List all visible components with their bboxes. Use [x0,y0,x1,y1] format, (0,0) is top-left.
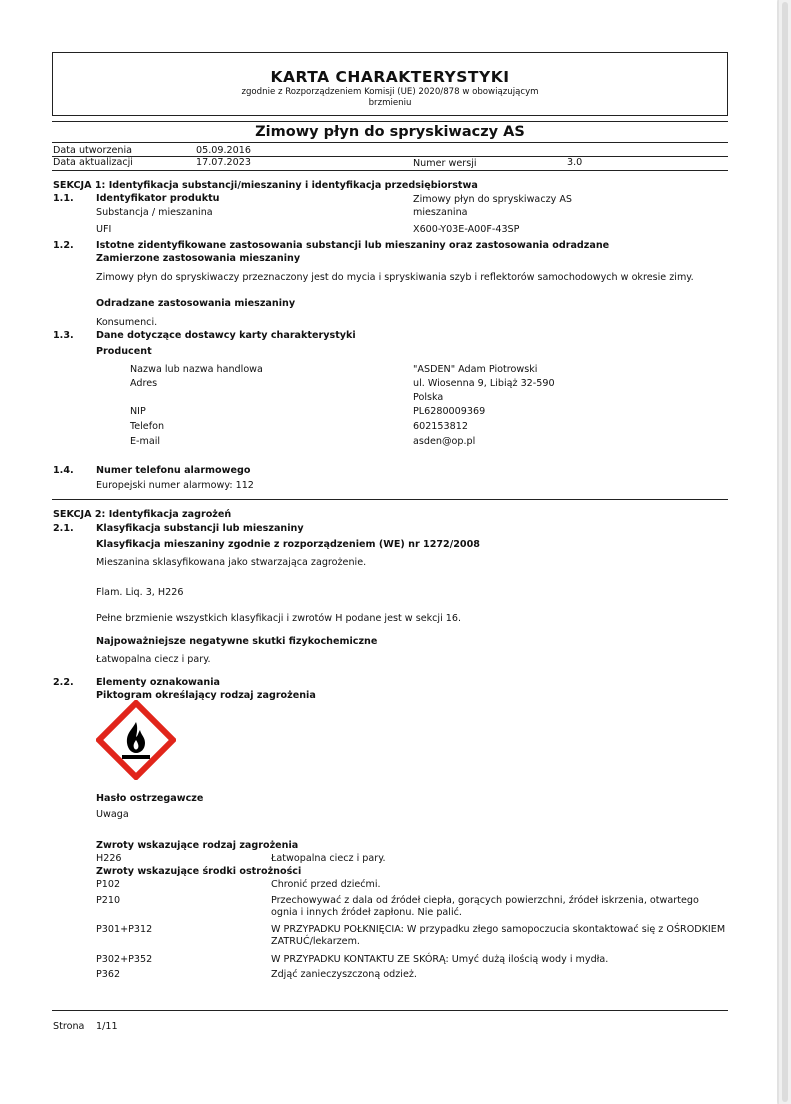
product-name: Zimowy płyn do spryskiwaczy AS [52,121,728,143]
document-subtitle-line2: brzmieniu [368,98,412,108]
scrollbar-thumb[interactable] [782,2,788,1102]
substance-label: Substancja / mieszanina [96,207,213,218]
p362-code: P362 [96,969,121,980]
phone-value: 602153812 [413,421,468,432]
heading-classification: Klasyfikacja mieszaniny zgodnie z rozporządzeniem (WE) nr 1272/2008 [96,539,480,550]
meta-divider [52,156,728,157]
advised-against-text: Konsumenci. [96,317,158,328]
version-value: 3.0 [567,157,583,168]
email-label: E-mail [130,436,161,447]
p302-text: W PRZYPADKU KONTAKTU ZE SKÓRĄ: Umyć dużą ilością wody i mydła. [271,954,609,965]
trade-name-label: Nazwa lub nazwa handlowa [130,364,263,375]
section-1-title: SEKCJA 1: Identyfikacja substancji/mieszaniny i identyfikacja przedsiębiorstwa [53,180,478,191]
p210-code: P210 [96,895,121,906]
document-subtitle-line1: zgodnie z Rozporządzeniem Komisji (UE) 2020/878 w obowiązującym [241,87,539,97]
classification-text: Mieszanina sklasyfikowana jako stwarzająca zagrożenie. [96,557,367,568]
footer-rule [52,1010,728,1011]
nip-value: PL6280009369 [413,406,486,417]
created-value: 05.09.2016 [196,145,251,156]
heading-1-2: Istotne zidentyfikowane zastosowania substancji lub mieszaniny oraz zastosowania odradzane [96,240,610,251]
p301-code: P301+P312 [96,924,153,935]
heading-1-1: Identyfikator produktu [96,193,220,204]
producer-heading: Producent [96,346,152,357]
section-2-title: SEKCJA 2: Identyfikacja zagrożeń [53,509,232,520]
heading-physchem-effects: Najpoważniejsze negatywne skutki fizykochemiczne [96,636,378,647]
section-number-1-4: 1.4. [53,465,74,476]
emergency-number-text: Europejski numer alarmowy: 112 [96,480,254,491]
section-number-2-2: 2.2. [53,677,74,688]
section-number-1-2: 1.2. [53,240,74,251]
meta-bottom-rule [52,170,728,171]
heading-2-1: Klasyfikacja substancji lub mieszaniny [96,523,304,534]
heading-1-4: Numer telefonu alarmowego [96,465,251,476]
hazard-class-text: Flam. Liq. 3, H226 [96,587,184,598]
created-label: Data utworzenia [53,145,133,156]
heading-pictogram: Piktogram określający rodzaj zagrożenia [96,690,316,701]
product-identifier-value: Zimowy płyn do spryskiwaczy AS [413,194,573,205]
heading-1-3: Dane dotyczące dostawcy karty charakterystyki [96,330,356,341]
section-number-1-1: 1.1. [53,193,74,204]
heading-2-2: Elementy oznakowania [96,677,220,688]
page-number: 1/11 [96,1021,118,1032]
heading-hazard-statements: Zwroty wskazujące rodzaj zagrożenia [96,840,299,851]
p302-code: P302+P352 [96,954,153,965]
p210-text: Przechowywać z dala od źródeł ciepła, gorących powierzchni, źródeł iskrzenia, otwartego ognia i innych źródeł zapłonu. Nie palić. [271,895,699,918]
ufi-value: X600-Y03E-A00F-43SP [413,224,520,235]
section-number-1-3: 1.3. [53,330,74,341]
phone-label: Telefon [130,421,165,432]
p301-text: W PRZYPADKU POŁKNIĘCIA: W przypadku złego samopoczucia skontaktować się z OŚRODKIEM ZATRUĆ/lekarzem. [271,924,726,947]
heading-advised-against: Odradzane zastosowania mieszaniny [96,298,296,309]
p102-code: P102 [96,879,121,890]
flame-ghs02-icon [96,700,176,780]
section-divider [52,499,728,500]
full-text-note: Pełne brzmienie wszystkich klasyfikacji i zwrotów H podane jest w sekcji 16. [96,613,462,624]
h226-text: Łatwopalna ciecz i pary. [271,853,386,864]
page-label: Strona [53,1021,85,1032]
h226-code: H226 [96,853,122,864]
ufi-label: UFI [96,224,112,235]
trade-name-value: "ASDEN" Adam Piotrowski [413,364,538,375]
version-label: Numer wersji [413,158,477,169]
vertical-scrollbar[interactable] [778,0,791,1104]
document-header [52,52,728,116]
updated-value: 17.07.2023 [196,157,251,168]
p362-text: Zdjąć zanieczyszczoną odzież. [271,969,417,980]
signal-word: Uwaga [96,809,129,820]
physchem-effects-text: Łatwopalna ciecz i pary. [96,654,211,665]
heading-intended-uses: Zamierzone zastosowania mieszaniny [96,253,301,264]
address-value-line1: ul. Wiosenna 9, Libiąż 32-590 [413,378,555,389]
address-label: Adres [130,378,158,389]
p102-text: Chronić przed dziećmi. [271,879,381,890]
email-value: asden@op.pl [413,436,476,447]
nip-label: NIP [130,406,146,417]
section-number-2-1: 2.1. [53,523,74,534]
intended-uses-text: Zimowy płyn do spryskiwaczy przeznaczony jest do mycia i spryskiwania szyb i reflektorów samochodowych w okresie zimy. [96,272,694,283]
heading-precautionary-statements: Zwroty wskazujące środki ostrożności [96,866,302,877]
updated-label: Data aktualizacji [53,157,133,168]
address-value-line2: Polska [413,392,444,403]
heading-signal-word: Hasło ostrzegawcze [96,793,204,804]
substance-value: mieszanina [413,207,468,218]
document-title: KARTA CHARAKTERYSTYKI [270,68,510,86]
